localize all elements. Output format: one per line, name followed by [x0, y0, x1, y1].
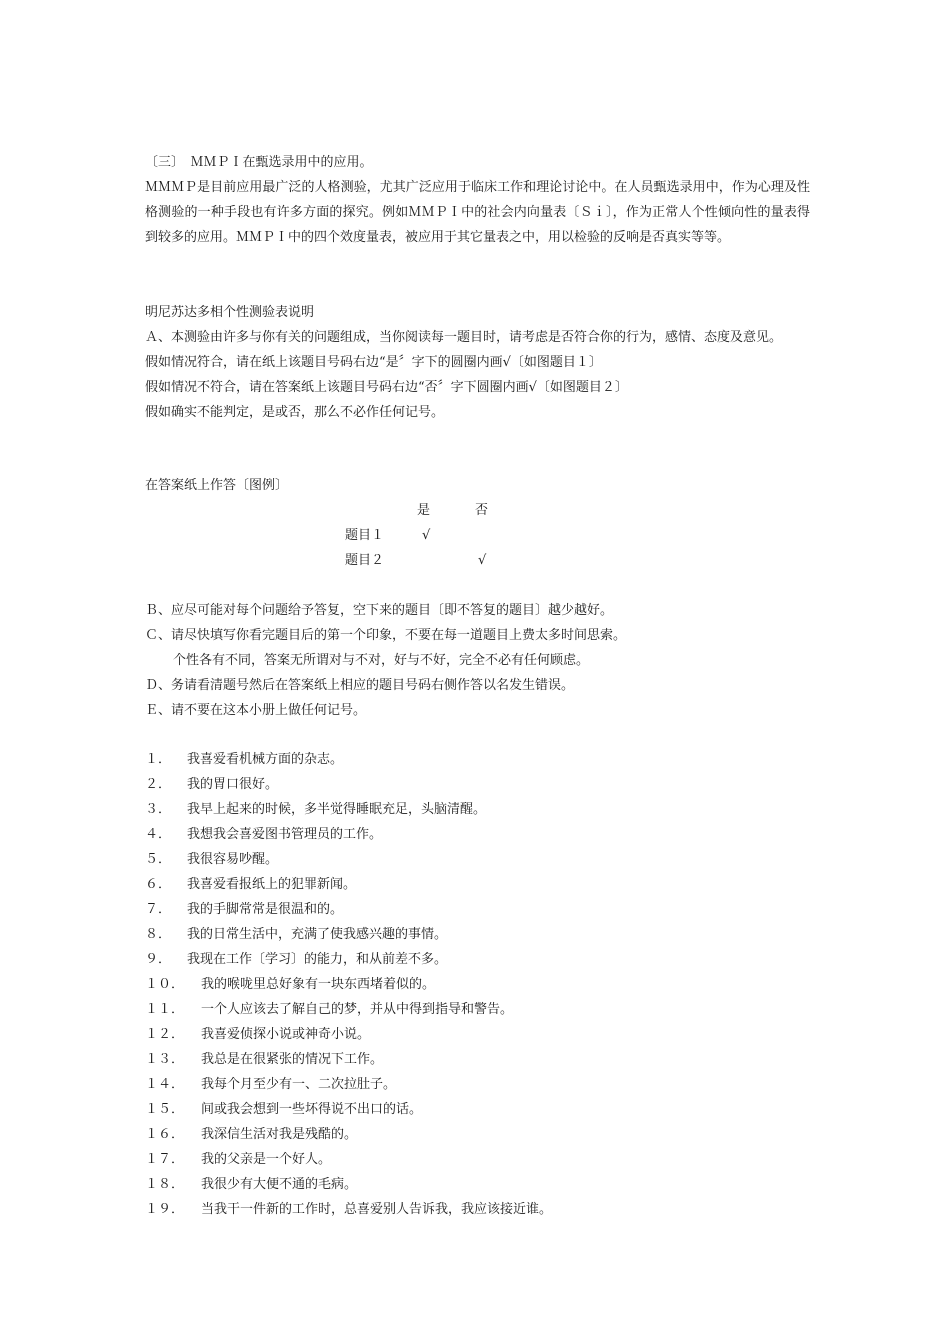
question-text: 我很少有大便不通的毛病。: [201, 1177, 358, 1192]
question-number: １４．: [145, 1077, 185, 1092]
example-row-label: 题目１: [345, 528, 385, 543]
example-row-label: 题目２: [345, 553, 385, 568]
question-list: [145, 747, 810, 1222]
list-item: [145, 772, 810, 797]
instruction-a1: 假如情况符合，请在纸上该题目号码右边“是〞字下的圆圈内画√〔如图题目１〕: [145, 355, 602, 370]
question-number: １０．: [145, 977, 185, 992]
question-text: 我总是在很紧张的情况下工作。: [201, 1052, 384, 1067]
question-number: １．: [145, 752, 172, 767]
list-item: [145, 1047, 810, 1072]
instruction-a: Ａ、本测验由许多与你有关的问题组成，当你阅读每一题目时，请考虑是否符合你的行为，感情、态度及意见。: [145, 330, 783, 345]
question-number: ８．: [145, 927, 172, 942]
question-number: １８．: [145, 1177, 185, 1192]
rule-c: Ｃ、请尽快填写你看完题目后的第一个印象，不要在每一道题目上费太多时间思索。: [145, 628, 627, 643]
list-item: [145, 1097, 810, 1122]
list-item: [145, 897, 810, 922]
question-text: 一个人应该去了解自己的梦，并从中得到指导和警告。: [201, 1002, 514, 1017]
question-number: １７．: [145, 1152, 185, 1167]
rules-block: [145, 598, 810, 723]
list-item: [145, 872, 810, 897]
question-number: ９．: [145, 952, 172, 967]
example-caption: 在答案纸上作答〔图例〕: [145, 478, 289, 493]
rule-e: Ｅ、请不要在这本小册上做任何记号。: [145, 703, 367, 718]
question-text: 我的手脚常常是很温和的。: [187, 902, 344, 917]
section-heading: 〔三〕 ＭＭＰＩ在甄选录用中的应用。: [145, 155, 373, 170]
question-number: １３．: [145, 1052, 185, 1067]
question-text: 我每个月至少有一、二次拉肚子。: [201, 1077, 397, 1092]
question-number: １６．: [145, 1127, 185, 1142]
list-item: [145, 1022, 810, 1047]
question-number: １１．: [145, 1002, 185, 1017]
question-number: ５．: [145, 852, 172, 867]
question-text: 我喜爱看机械方面的杂志。: [187, 752, 344, 767]
question-number: ３．: [145, 802, 172, 817]
example-row-1: [345, 523, 545, 548]
instructions-title: 明尼苏达多相个性测验表说明: [145, 305, 315, 320]
checkmark-icon: √: [478, 553, 487, 568]
list-item: [145, 1072, 810, 1097]
example-header-row: [345, 498, 545, 523]
question-text: 我的喉咙里总好象有一块东西堵着似的。: [201, 977, 436, 992]
question-number: １９．: [145, 1202, 185, 1217]
instruction-a3: 假如确实不能判定，是或否，那么不必作任何记号。: [145, 405, 445, 420]
instruction-a2: 假如情况不符合，请在答案纸上该题目号码右边“否〞字下圆圈内画√〔如图题目２〕: [145, 380, 628, 395]
list-item: [145, 997, 810, 1022]
list-item: [145, 822, 810, 847]
question-number: ４．: [145, 827, 172, 842]
question-text: 我想我会喜爱图书管理员的工作。: [187, 827, 383, 842]
question-text: 我的日常生活中，充满了使我感兴趣的事情。: [187, 927, 448, 942]
question-text: 我深信生活对我是残酷的。: [201, 1127, 358, 1142]
section-paragraph: ＭＭＭＰ是目前应用最广泛的人格测验，尤其广泛应用于临床工作和理论讨论中。在人员甄选录用中，作为心理及性格测验的一种手段也有许多方面的探究。例如ＭＭＰＩ中的社会内向量表〔Ｓｉ〕，作为正常人个性倾向性的量表得到较多的应用。ＭＭＰＩ中的四个效度量表，被应用于其它量表之中，用以检验的反响是否真实等等。: [145, 180, 810, 245]
example-caption-block: [145, 473, 810, 498]
example-row-2: [345, 548, 545, 573]
list-item: [145, 1122, 810, 1147]
question-text: 间或我会想到一些坏得说不出口的话。: [201, 1102, 423, 1117]
question-number: ６．: [145, 877, 172, 892]
list-item: [145, 1147, 810, 1172]
question-text: 我很容易吵醒。: [187, 852, 279, 867]
rule-d: Ｄ、务请看清题号然后在答案纸上相应的题目号码右侧作答以名发生错误。: [145, 678, 575, 693]
question-number: １２．: [145, 1027, 185, 1042]
question-number: ２．: [145, 777, 172, 792]
list-item: [145, 747, 810, 772]
checkmark-icon: √: [422, 528, 431, 543]
list-item: [145, 922, 810, 947]
list-item: [145, 1197, 810, 1222]
question-text: 我现在工作〔学习〕的能力，和从前差不多。: [187, 952, 448, 967]
rule-c-continuation: 个性各有不同，答案无所谓对与不对，好与不好，完全不必有任何顾虑。: [173, 653, 590, 668]
question-number: ７．: [145, 902, 172, 917]
question-number: １５．: [145, 1102, 185, 1117]
list-item: [145, 1172, 810, 1197]
example-no-header: 否: [475, 503, 489, 518]
question-text: 我喜爱看报纸上的犯罪新闻。: [187, 877, 357, 892]
answer-example: [345, 498, 545, 573]
rule-b: Ｂ、应尽可能对每个问题给予答复，空下来的题目〔即不答复的题目〕越少越好。: [145, 603, 614, 618]
list-item: [145, 797, 810, 822]
question-text: 我的胃口很好。: [187, 777, 279, 792]
list-item: [145, 847, 810, 872]
list-item: [145, 972, 810, 997]
question-text: 我的父亲是一个好人。: [201, 1152, 332, 1167]
question-text: 我喜爱侦探小说或神奇小说。: [201, 1027, 371, 1042]
list-item: [145, 947, 810, 972]
section-mmpi-application: [145, 150, 810, 250]
question-text: 我早上起来的时候，多半觉得睡眠充足，头脑清醒。: [187, 802, 487, 817]
question-text: 当我干一件新的工作时，总喜爱别人告诉我，我应该接近谁。: [201, 1202, 553, 1217]
instructions-block: [145, 300, 810, 425]
example-yes-header: 是: [417, 503, 431, 518]
